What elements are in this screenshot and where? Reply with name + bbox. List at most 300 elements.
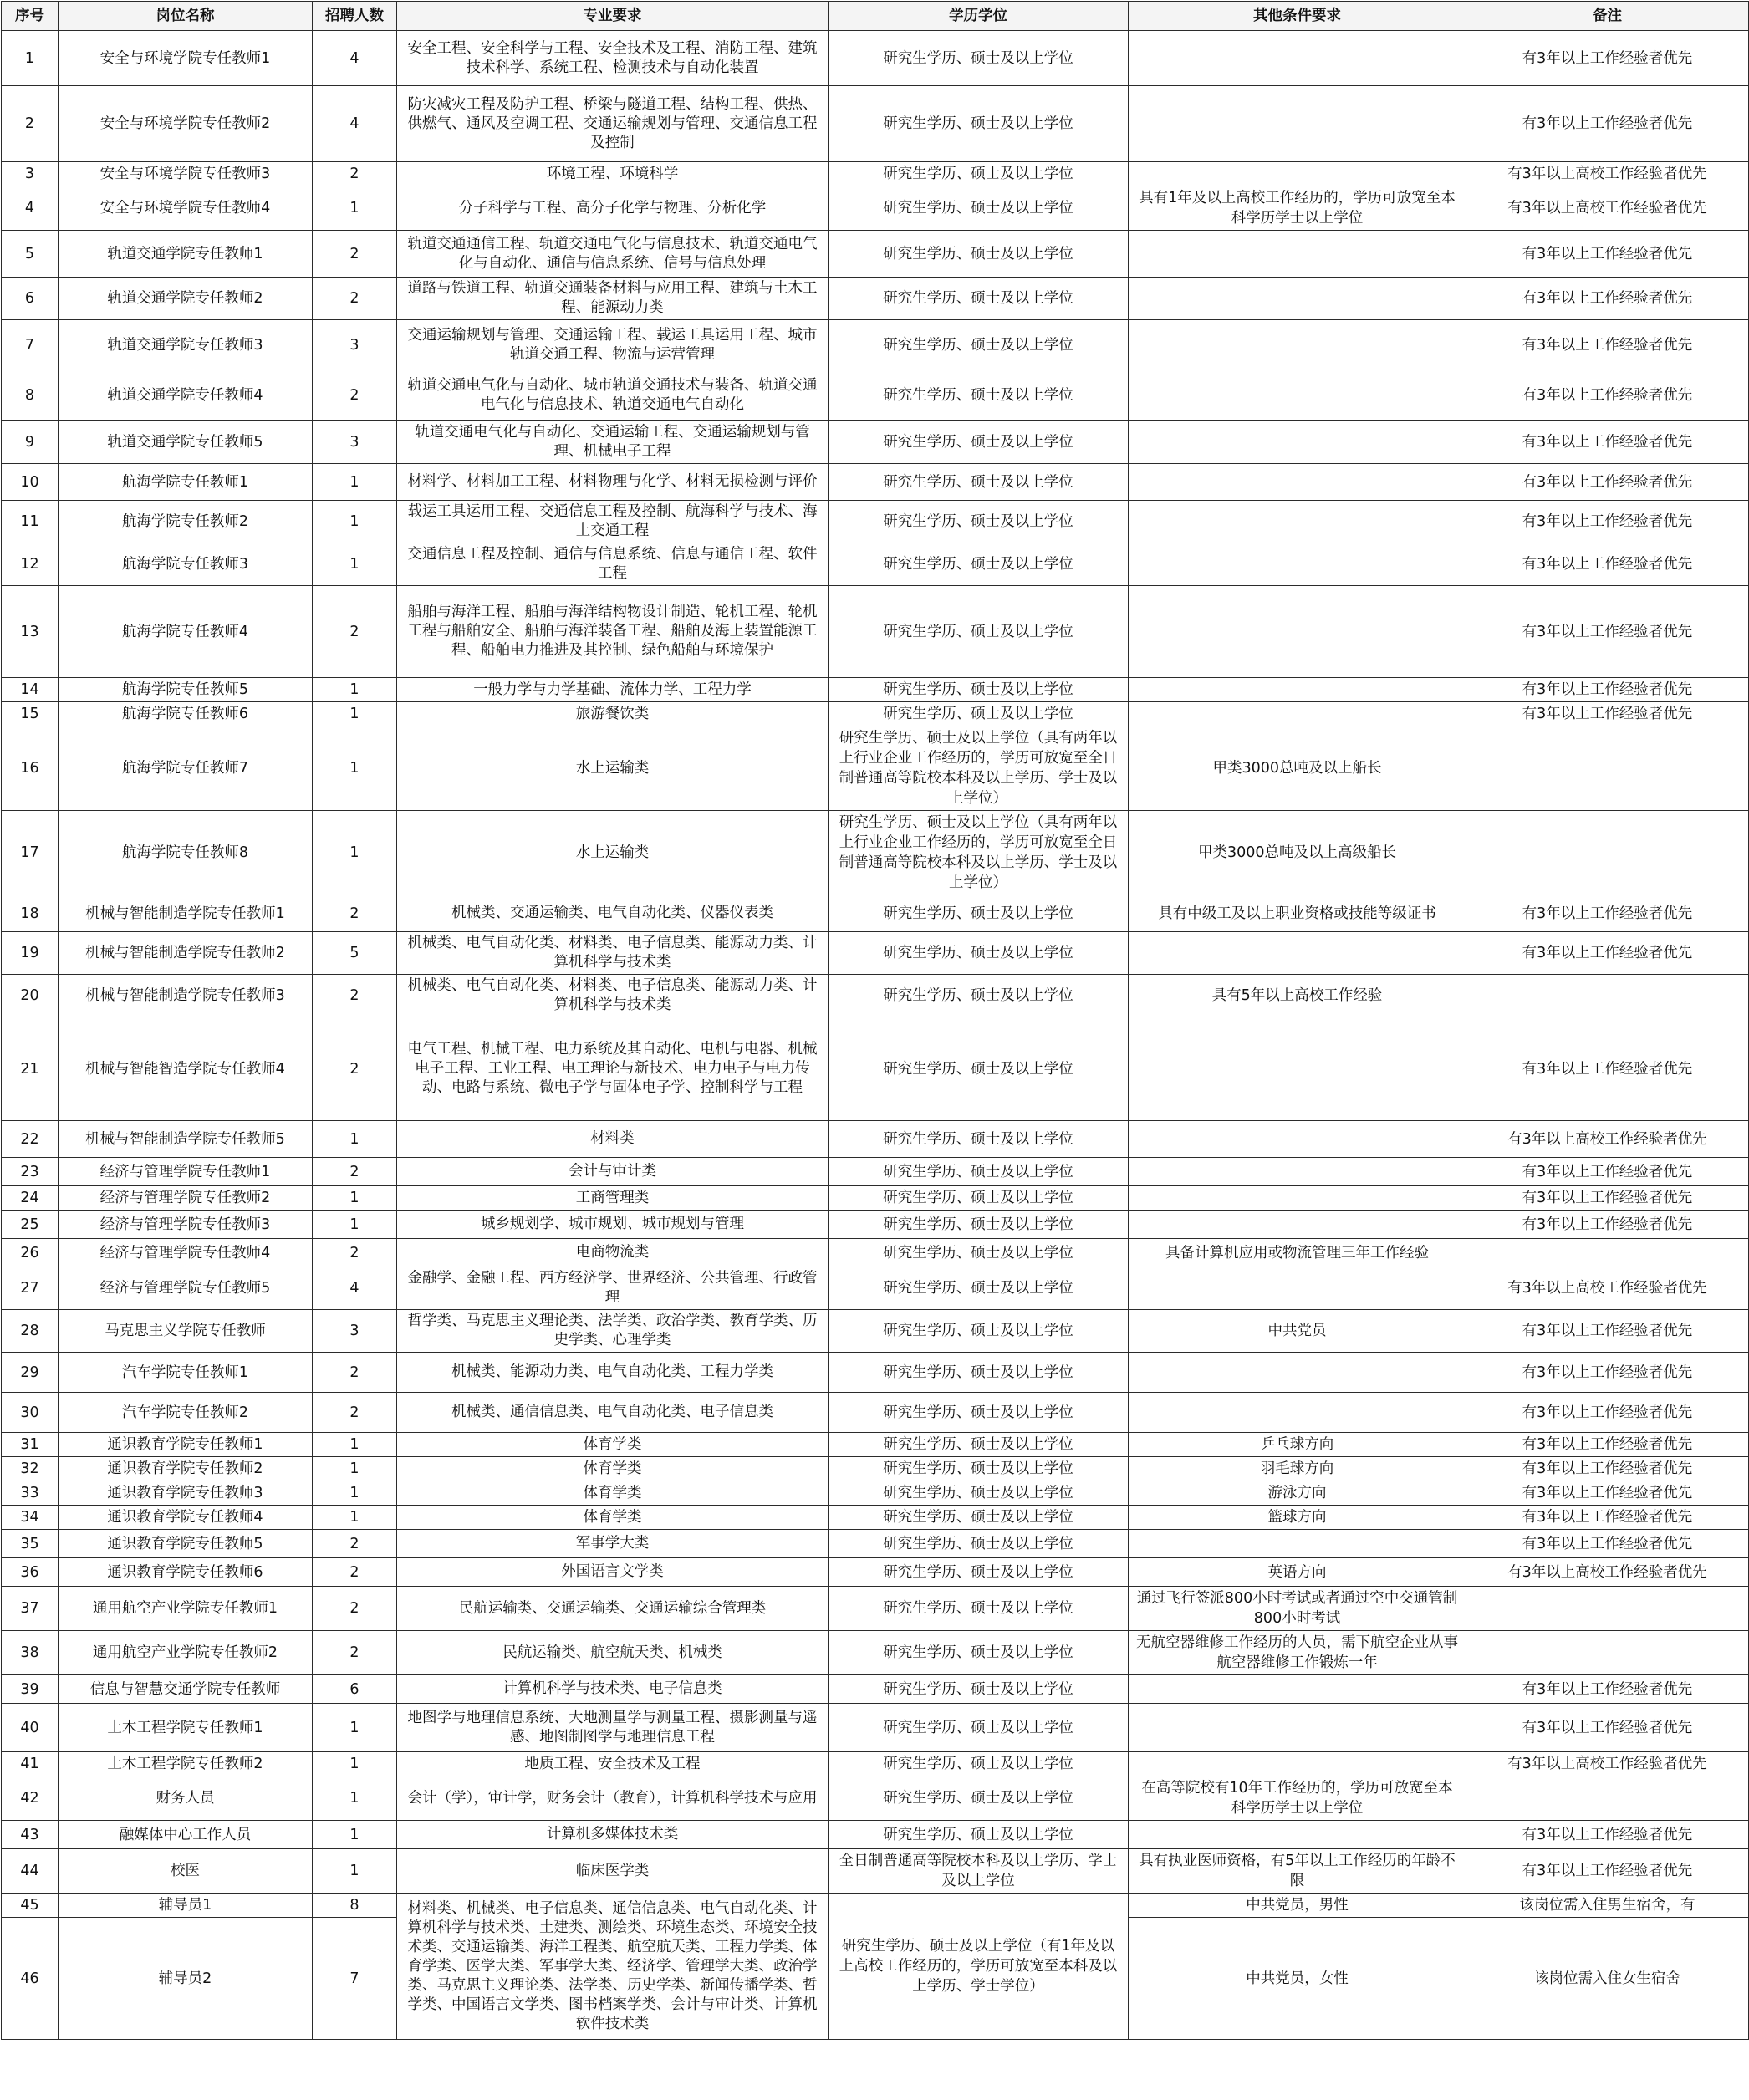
cell-degree: 研究生学历、硕士及以上学位 bbox=[829, 1631, 1129, 1675]
cell-index: 19 bbox=[2, 932, 59, 975]
cell-position: 融媒体中心工作人员 bbox=[59, 1821, 313, 1849]
cell-position: 通用航空产业学院专任教师1 bbox=[59, 1587, 313, 1631]
header-major: 专业要求 bbox=[397, 2, 829, 31]
table-row bbox=[2, 370, 1749, 421]
cell-major: 环境工程、环境科学 bbox=[397, 162, 829, 186]
cell-major: 机械类、交通运输类、电气自动化类、仪器仪表类 bbox=[397, 895, 829, 932]
cell-index: 23 bbox=[2, 1158, 59, 1186]
cell-count: 3 bbox=[313, 1310, 397, 1353]
cell-index: 46 bbox=[2, 1918, 59, 2040]
cell-major: 分子科学与工程、高分子化学与物理、分析化学 bbox=[397, 186, 829, 231]
cell-conditions bbox=[1129, 678, 1466, 702]
cell-major: 体育学类 bbox=[397, 1506, 829, 1530]
table-row bbox=[2, 1121, 1749, 1158]
cell-major: 机械类、通信信息类、电气自动化类、电子信息类 bbox=[397, 1393, 829, 1433]
cell-conditions: 英语方向 bbox=[1129, 1558, 1466, 1587]
table-row bbox=[2, 678, 1749, 702]
cell-index: 11 bbox=[2, 501, 59, 543]
table-row bbox=[2, 811, 1749, 895]
table-row bbox=[2, 1158, 1749, 1186]
cell-index: 42 bbox=[2, 1776, 59, 1821]
header-degree: 学历学位 bbox=[829, 2, 1129, 31]
cell-major: 外国语言文学类 bbox=[397, 1558, 829, 1587]
cell-degree: 研究生学历、硕士及以上学位（有1年及以上高校工作经历的，学历可放宽至本科及以上学历、学士学位） bbox=[829, 1894, 1129, 2040]
cell-notes: 有3年以上工作经验者优先 bbox=[1466, 932, 1749, 975]
cell-count: 2 bbox=[313, 1353, 397, 1393]
cell-count: 2 bbox=[313, 231, 397, 278]
cell-degree: 研究生学历、硕士及以上学位 bbox=[829, 1353, 1129, 1393]
cell-position: 通识教育学院专任教师6 bbox=[59, 1558, 313, 1587]
cell-conditions bbox=[1129, 1211, 1466, 1239]
cell-notes bbox=[1466, 1631, 1749, 1675]
cell-notes: 有3年以上工作经验者优先 bbox=[1466, 1353, 1749, 1393]
cell-major: 材料学、材料加工工程、材料物理与化学、材料无损检测与评价 bbox=[397, 464, 829, 501]
cell-major: 水上运输类 bbox=[397, 811, 829, 895]
recruitment-table bbox=[1, 1, 1749, 2040]
cell-notes: 有3年以上工作经验者优先 bbox=[1466, 278, 1749, 320]
cell-index: 10 bbox=[2, 464, 59, 501]
cell-count: 1 bbox=[313, 1506, 397, 1530]
cell-count: 5 bbox=[313, 932, 397, 975]
cell-count: 2 bbox=[313, 895, 397, 932]
cell-count: 1 bbox=[313, 678, 397, 702]
cell-conditions: 篮球方向 bbox=[1129, 1506, 1466, 1530]
cell-count: 2 bbox=[313, 1158, 397, 1186]
cell-notes: 有3年以上工作经验者优先 bbox=[1466, 895, 1749, 932]
table-row bbox=[2, 1211, 1749, 1239]
table-row bbox=[2, 186, 1749, 231]
cell-position: 机械与智能制造学院专任教师1 bbox=[59, 895, 313, 932]
cell-position: 通识教育学院专任教师4 bbox=[59, 1506, 313, 1530]
cell-degree: 研究生学历、硕士及以上学位 bbox=[829, 1310, 1129, 1353]
table-row bbox=[2, 1267, 1749, 1310]
cell-major: 电气工程、机械工程、电力系统及其自动化、电机与电器、机械电子工程、工业工程、电工理论与新技术、电力电子与电力传动、电路与系统、微电子学与固体电子学、控制科学与工程 bbox=[397, 1017, 829, 1121]
cell-position: 经济与管理学院专任教师4 bbox=[59, 1239, 313, 1267]
cell-notes: 有3年以上工作经验者优先 bbox=[1466, 31, 1749, 86]
cell-degree: 研究生学历、硕士及以上学位 bbox=[829, 501, 1129, 543]
cell-position: 机械与智能智造学院专任教师4 bbox=[59, 1017, 313, 1121]
cell-count: 1 bbox=[313, 464, 397, 501]
cell-notes bbox=[1466, 811, 1749, 895]
table-row bbox=[2, 1457, 1749, 1481]
table-row bbox=[2, 1704, 1749, 1752]
cell-degree: 研究生学历、硕士及以上学位 bbox=[829, 1121, 1129, 1158]
cell-index: 20 bbox=[2, 975, 59, 1017]
cell-count: 2 bbox=[313, 278, 397, 320]
cell-position: 轨道交通学院专任教师1 bbox=[59, 231, 313, 278]
cell-notes: 有3年以上工作经验者优先 bbox=[1466, 501, 1749, 543]
cell-degree: 研究生学历、硕士及以上学位 bbox=[829, 1239, 1129, 1267]
table-row bbox=[2, 278, 1749, 320]
cell-count: 1 bbox=[313, 1211, 397, 1239]
cell-count: 2 bbox=[313, 1587, 397, 1631]
cell-degree: 研究生学历、硕士及以上学位（具有两年以上行业企业工作经历的，学历可放宽至全日制普通高等院校本科及以上学历、学士及以上学位） bbox=[829, 726, 1129, 811]
cell-degree: 研究生学历、硕士及以上学位 bbox=[829, 370, 1129, 421]
cell-degree: 研究生学历、硕士及以上学位 bbox=[829, 1158, 1129, 1186]
cell-degree: 研究生学历、硕士及以上学位 bbox=[829, 975, 1129, 1017]
cell-position: 航海学院专任教师2 bbox=[59, 501, 313, 543]
cell-degree: 研究生学历、硕士及以上学位 bbox=[829, 1393, 1129, 1433]
cell-major: 水上运输类 bbox=[397, 726, 829, 811]
cell-position: 马克思主义学院专任教师 bbox=[59, 1310, 313, 1353]
cell-index: 1 bbox=[2, 31, 59, 86]
table-row bbox=[2, 932, 1749, 975]
cell-notes: 有3年以上高校工作经验者优先 bbox=[1466, 1558, 1749, 1587]
cell-conditions: 中共党员 bbox=[1129, 1310, 1466, 1353]
cell-count: 1 bbox=[313, 1752, 397, 1776]
table-row bbox=[2, 1530, 1749, 1558]
header-notes: 备注 bbox=[1466, 2, 1749, 31]
cell-position: 经济与管理学院专任教师2 bbox=[59, 1186, 313, 1211]
cell-position: 机械与智能制造学院专任教师5 bbox=[59, 1121, 313, 1158]
cell-count: 8 bbox=[313, 1894, 397, 1918]
cell-conditions: 具有1年及以上高校工作经历的，学历可放宽至本科学历学士以上学位 bbox=[1129, 186, 1466, 231]
table-row bbox=[2, 1776, 1749, 1821]
cell-index: 25 bbox=[2, 1211, 59, 1239]
cell-major: 轨道交通通信工程、轨道交通电气化与信息技术、轨道交通电气化与自动化、通信与信息系统、信号与信息处理 bbox=[397, 231, 829, 278]
cell-index: 9 bbox=[2, 421, 59, 464]
cell-notes: 该岗位需入住男生宿舍，有 bbox=[1466, 1894, 1749, 1918]
cell-count: 1 bbox=[313, 726, 397, 811]
cell-count: 2 bbox=[313, 1631, 397, 1675]
cell-position: 安全与环境学院专任教师4 bbox=[59, 186, 313, 231]
cell-major: 材料类 bbox=[397, 1121, 829, 1158]
cell-notes bbox=[1466, 1776, 1749, 1821]
cell-index: 3 bbox=[2, 162, 59, 186]
cell-notes: 有3年以上工作经验者优先 bbox=[1466, 1017, 1749, 1121]
cell-index: 18 bbox=[2, 895, 59, 932]
cell-position: 通识教育学院专任教师1 bbox=[59, 1433, 313, 1457]
cell-degree: 研究生学历、硕士及以上学位 bbox=[829, 1017, 1129, 1121]
cell-index: 41 bbox=[2, 1752, 59, 1776]
cell-count: 1 bbox=[313, 1776, 397, 1821]
cell-index: 27 bbox=[2, 1267, 59, 1310]
cell-major: 体育学类 bbox=[397, 1481, 829, 1506]
cell-count: 1 bbox=[313, 1186, 397, 1211]
cell-index: 8 bbox=[2, 370, 59, 421]
table-row bbox=[2, 1506, 1749, 1530]
cell-notes: 有3年以上工作经验者优先 bbox=[1466, 1481, 1749, 1506]
cell-count: 4 bbox=[313, 31, 397, 86]
table-row bbox=[2, 1894, 1749, 1918]
cell-count: 2 bbox=[313, 1393, 397, 1433]
cell-major: 民航运输类、交通运输类、交通运输综合管理类 bbox=[397, 1587, 829, 1631]
table-row bbox=[2, 1310, 1749, 1353]
cell-major: 安全工程、安全科学与工程、安全技术及工程、消防工程、建筑技术科学、系统工程、检测技术与自动化装置 bbox=[397, 31, 829, 86]
cell-degree: 研究生学历、硕士及以上学位 bbox=[829, 421, 1129, 464]
table-body bbox=[2, 31, 1749, 2040]
cell-degree: 研究生学历、硕士及以上学位 bbox=[829, 162, 1129, 186]
cell-position: 安全与环境学院专任教师2 bbox=[59, 86, 313, 162]
cell-degree: 研究生学历、硕士及以上学位 bbox=[829, 1186, 1129, 1211]
table-row bbox=[2, 895, 1749, 932]
cell-major: 机械类、电气自动化类、材料类、电子信息类、能源动力类、计算机科学与技术类 bbox=[397, 932, 829, 975]
table-row bbox=[2, 1675, 1749, 1704]
table-row bbox=[2, 86, 1749, 162]
cell-count: 2 bbox=[313, 370, 397, 421]
cell-index: 29 bbox=[2, 1353, 59, 1393]
table-row bbox=[2, 231, 1749, 278]
cell-degree: 研究生学历、硕士及以上学位 bbox=[829, 1457, 1129, 1481]
cell-conditions: 具备计算机应用或物流管理三年工作经验 bbox=[1129, 1239, 1466, 1267]
table-row bbox=[2, 162, 1749, 186]
cell-degree: 研究生学历、硕士及以上学位 bbox=[829, 1821, 1129, 1849]
table-row bbox=[2, 543, 1749, 586]
cell-position: 辅导员1 bbox=[59, 1894, 313, 1918]
cell-degree: 研究生学历、硕士及以上学位 bbox=[829, 1211, 1129, 1239]
cell-major: 金融学、金融工程、西方经济学、世界经济、公共管理、行政管理 bbox=[397, 1267, 829, 1310]
cell-index: 13 bbox=[2, 586, 59, 678]
cell-count: 1 bbox=[313, 1481, 397, 1506]
cell-conditions bbox=[1129, 1017, 1466, 1121]
cell-notes: 有3年以上工作经验者优先 bbox=[1466, 586, 1749, 678]
cell-degree: 研究生学历、硕士及以上学位 bbox=[829, 1506, 1129, 1530]
cell-count: 3 bbox=[313, 421, 397, 464]
cell-count: 2 bbox=[313, 975, 397, 1017]
cell-count: 2 bbox=[313, 1558, 397, 1587]
cell-major: 机械类、能源动力类、电气自动化类、工程力学类 bbox=[397, 1353, 829, 1393]
cell-position: 轨道交通学院专任教师2 bbox=[59, 278, 313, 320]
cell-degree: 研究生学历、硕士及以上学位 bbox=[829, 1433, 1129, 1457]
cell-conditions bbox=[1129, 31, 1466, 86]
cell-count: 1 bbox=[313, 1433, 397, 1457]
cell-notes: 有3年以上工作经验者优先 bbox=[1466, 1310, 1749, 1353]
cell-conditions bbox=[1129, 932, 1466, 975]
cell-conditions bbox=[1129, 501, 1466, 543]
cell-degree: 研究生学历、硕士及以上学位 bbox=[829, 1267, 1129, 1310]
cell-index: 16 bbox=[2, 726, 59, 811]
cell-index: 32 bbox=[2, 1457, 59, 1481]
cell-degree: 研究生学历、硕士及以上学位 bbox=[829, 1704, 1129, 1752]
cell-count: 2 bbox=[313, 1017, 397, 1121]
cell-conditions bbox=[1129, 1675, 1466, 1704]
cell-conditions bbox=[1129, 702, 1466, 726]
cell-conditions bbox=[1129, 1121, 1466, 1158]
cell-major: 军事学大类 bbox=[397, 1530, 829, 1558]
table-row bbox=[2, 320, 1749, 370]
table-header-row bbox=[2, 2, 1749, 31]
cell-count: 7 bbox=[313, 1918, 397, 2040]
table-row bbox=[2, 1239, 1749, 1267]
cell-conditions: 中共党员，女性 bbox=[1129, 1918, 1466, 2040]
cell-major: 会计与审计类 bbox=[397, 1158, 829, 1186]
cell-major: 一般力学与力学基础、流体力学、工程力学 bbox=[397, 678, 829, 702]
cell-conditions bbox=[1129, 86, 1466, 162]
cell-index: 37 bbox=[2, 1587, 59, 1631]
cell-index: 36 bbox=[2, 1558, 59, 1587]
cell-position: 航海学院专任教师6 bbox=[59, 702, 313, 726]
cell-count: 1 bbox=[313, 1849, 397, 1894]
cell-notes: 有3年以上工作经验者优先 bbox=[1466, 1704, 1749, 1752]
cell-count: 2 bbox=[313, 1530, 397, 1558]
cell-major: 机械类、电气自动化类、材料类、电子信息类、能源动力类、计算机科学与技术类 bbox=[397, 975, 829, 1017]
cell-degree: 研究生学历、硕士及以上学位 bbox=[829, 1675, 1129, 1704]
cell-notes: 有3年以上工作经验者优先 bbox=[1466, 678, 1749, 702]
cell-conditions bbox=[1129, 586, 1466, 678]
cell-major: 体育学类 bbox=[397, 1433, 829, 1457]
cell-count: 1 bbox=[313, 1121, 397, 1158]
cell-position: 安全与环境学院专任教师3 bbox=[59, 162, 313, 186]
cell-position: 校医 bbox=[59, 1849, 313, 1894]
cell-index: 35 bbox=[2, 1530, 59, 1558]
cell-major: 道路与铁道工程、轨道交通装备材料与应用工程、建筑与土木工程、能源动力类 bbox=[397, 278, 829, 320]
cell-notes: 有3年以上工作经验者优先 bbox=[1466, 421, 1749, 464]
cell-conditions bbox=[1129, 370, 1466, 421]
cell-degree: 研究生学历、硕士及以上学位 bbox=[829, 1558, 1129, 1587]
cell-major: 防灾减灾工程及防护工程、桥梁与隧道工程、结构工程、供热、供燃气、通风及空调工程、交通运输规划与管理、交通信息工程及控制 bbox=[397, 86, 829, 162]
cell-conditions bbox=[1129, 1393, 1466, 1433]
table-row bbox=[2, 1631, 1749, 1675]
cell-index: 45 bbox=[2, 1894, 59, 1918]
cell-major: 工商管理类 bbox=[397, 1186, 829, 1211]
cell-index: 26 bbox=[2, 1239, 59, 1267]
cell-major: 轨道交通电气化与自动化、城市轨道交通技术与装备、轨道交通电气化与信息技术、轨道交通电气自动化 bbox=[397, 370, 829, 421]
cell-notes: 有3年以上工作经验者优先 bbox=[1466, 86, 1749, 162]
cell-notes: 有3年以上工作经验者优先 bbox=[1466, 543, 1749, 586]
table-row bbox=[2, 501, 1749, 543]
cell-degree: 全日制普通高等院校本科及以上学历、学士及以上学位 bbox=[829, 1849, 1129, 1894]
cell-major: 载运工具运用工程、交通信息工程及控制、航海科学与技术、海上交通工程 bbox=[397, 501, 829, 543]
cell-degree: 研究生学历、硕士及以上学位 bbox=[829, 1530, 1129, 1558]
cell-conditions bbox=[1129, 1530, 1466, 1558]
cell-position: 机械与智能制造学院专任教师2 bbox=[59, 932, 313, 975]
cell-degree: 研究生学历、硕士及以上学位（具有两年以上行业企业工作经历的，学历可放宽至全日制普通高等院校本科及以上学历、学士及以上学位） bbox=[829, 811, 1129, 895]
cell-count: 2 bbox=[313, 586, 397, 678]
cell-conditions bbox=[1129, 1821, 1466, 1849]
cell-major: 哲学类、马克思主义理论类、法学类、政治学类、教育学类、历史学类、心理学类 bbox=[397, 1310, 829, 1353]
cell-index: 7 bbox=[2, 320, 59, 370]
cell-major: 城乡规划学、城市规划、城市规划与管理 bbox=[397, 1211, 829, 1239]
cell-major: 轨道交通电气化与自动化、交通运输工程、交通运输规划与管理、机械电子工程 bbox=[397, 421, 829, 464]
cell-position: 通识教育学院专任教师5 bbox=[59, 1530, 313, 1558]
cell-position: 经济与管理学院专任教师1 bbox=[59, 1158, 313, 1186]
cell-notes: 有3年以上工作经验者优先 bbox=[1466, 1675, 1749, 1704]
table-row bbox=[2, 421, 1749, 464]
cell-major: 交通运输规划与管理、交通运输工程、载运工具运用工程、城市轨道交通工程、物流与运营管理 bbox=[397, 320, 829, 370]
table-row bbox=[2, 975, 1749, 1017]
cell-conditions bbox=[1129, 1353, 1466, 1393]
table-row bbox=[2, 1821, 1749, 1849]
table-row bbox=[2, 1752, 1749, 1776]
cell-count: 1 bbox=[313, 543, 397, 586]
table-row bbox=[2, 1587, 1749, 1631]
cell-conditions bbox=[1129, 1186, 1466, 1211]
cell-position: 轨道交通学院专任教师5 bbox=[59, 421, 313, 464]
cell-degree: 研究生学历、硕士及以上学位 bbox=[829, 186, 1129, 231]
cell-notes: 有3年以上工作经验者优先 bbox=[1466, 1186, 1749, 1211]
cell-count: 2 bbox=[313, 1239, 397, 1267]
cell-notes: 有3年以上工作经验者优先 bbox=[1466, 1849, 1749, 1894]
cell-index: 43 bbox=[2, 1821, 59, 1849]
table-row bbox=[2, 464, 1749, 501]
cell-conditions: 游泳方向 bbox=[1129, 1481, 1466, 1506]
cell-notes bbox=[1466, 1239, 1749, 1267]
table-row bbox=[2, 1433, 1749, 1457]
cell-position: 航海学院专任教师7 bbox=[59, 726, 313, 811]
cell-notes: 有3年以上工作经验者优先 bbox=[1466, 702, 1749, 726]
cell-degree: 研究生学历、硕士及以上学位 bbox=[829, 586, 1129, 678]
cell-conditions: 甲类3000总吨及以上船长 bbox=[1129, 726, 1466, 811]
cell-index: 12 bbox=[2, 543, 59, 586]
table-row bbox=[2, 1558, 1749, 1587]
cell-major: 会计（学），审计学，财务会计（教育），计算机科学技术与应用 bbox=[397, 1776, 829, 1821]
cell-notes: 有3年以上工作经验者优先 bbox=[1466, 1821, 1749, 1849]
table-row bbox=[2, 702, 1749, 726]
cell-notes: 有3年以上工作经验者优先 bbox=[1466, 1393, 1749, 1433]
cell-conditions bbox=[1129, 162, 1466, 186]
cell-position: 通识教育学院专任教师3 bbox=[59, 1481, 313, 1506]
cell-degree: 研究生学历、硕士及以上学位 bbox=[829, 678, 1129, 702]
cell-conditions: 具有5年以上高校工作经验 bbox=[1129, 975, 1466, 1017]
cell-notes: 有3年以上高校工作经验者优先 bbox=[1466, 1752, 1749, 1776]
cell-index: 30 bbox=[2, 1393, 59, 1433]
cell-count: 1 bbox=[313, 1704, 397, 1752]
cell-position: 土木工程学院专任教师1 bbox=[59, 1704, 313, 1752]
cell-conditions bbox=[1129, 278, 1466, 320]
table-row bbox=[2, 1353, 1749, 1393]
cell-major: 交通信息工程及控制、通信与信息系统、信息与通信工程、软件工程 bbox=[397, 543, 829, 586]
cell-position: 汽车学院专任教师1 bbox=[59, 1353, 313, 1393]
cell-conditions bbox=[1129, 1158, 1466, 1186]
cell-conditions: 无航空器维修工作经历的人员，需下航空企业从事航空器维修工作锻炼一年 bbox=[1129, 1631, 1466, 1675]
cell-degree: 研究生学历、硕士及以上学位 bbox=[829, 932, 1129, 975]
cell-notes: 有3年以上高校工作经验者优先 bbox=[1466, 1267, 1749, 1310]
cell-position: 信息与智慧交通学院专任教师 bbox=[59, 1675, 313, 1704]
cell-index: 40 bbox=[2, 1704, 59, 1752]
cell-index: 6 bbox=[2, 278, 59, 320]
cell-index: 14 bbox=[2, 678, 59, 702]
cell-degree: 研究生学历、硕士及以上学位 bbox=[829, 231, 1129, 278]
cell-degree: 研究生学历、硕士及以上学位 bbox=[829, 320, 1129, 370]
table-row bbox=[2, 31, 1749, 86]
cell-major: 地图学与地理信息系统、大地测量学与测量工程、摄影测量与遥感、地图制图学与地理信息工程 bbox=[397, 1704, 829, 1752]
table-row bbox=[2, 1393, 1749, 1433]
cell-conditions bbox=[1129, 1267, 1466, 1310]
cell-major: 计算机科学与技术类、电子信息类 bbox=[397, 1675, 829, 1704]
cell-notes: 有3年以上工作经验者优先 bbox=[1466, 464, 1749, 501]
cell-degree: 研究生学历、硕士及以上学位 bbox=[829, 1752, 1129, 1776]
table-row bbox=[2, 1186, 1749, 1211]
cell-count: 1 bbox=[313, 1821, 397, 1849]
cell-notes: 有3年以上工作经验者优先 bbox=[1466, 320, 1749, 370]
cell-conditions bbox=[1129, 543, 1466, 586]
table-row bbox=[2, 726, 1749, 811]
cell-conditions: 乒乓球方向 bbox=[1129, 1433, 1466, 1457]
table-row bbox=[2, 1017, 1749, 1121]
cell-index: 31 bbox=[2, 1433, 59, 1457]
table-row bbox=[2, 1849, 1749, 1894]
cell-major: 电商物流类 bbox=[397, 1239, 829, 1267]
cell-notes: 有3年以上高校工作经验者优先 bbox=[1466, 1121, 1749, 1158]
cell-notes: 有3年以上工作经验者优先 bbox=[1466, 1158, 1749, 1186]
cell-count: 1 bbox=[313, 186, 397, 231]
cell-notes: 有3年以上高校工作经验者优先 bbox=[1466, 162, 1749, 186]
cell-conditions: 在高等院校有10年工作经历的，学历可放宽至本科学历学士以上学位 bbox=[1129, 1776, 1466, 1821]
cell-degree: 研究生学历、硕士及以上学位 bbox=[829, 1587, 1129, 1631]
cell-notes: 有3年以上高校工作经验者优先 bbox=[1466, 186, 1749, 231]
header-count: 招聘人数 bbox=[313, 2, 397, 31]
cell-count: 4 bbox=[313, 86, 397, 162]
cell-degree: 研究生学历、硕士及以上学位 bbox=[829, 1776, 1129, 1821]
cell-notes: 有3年以上工作经验者优先 bbox=[1466, 1433, 1749, 1457]
header-position: 岗位名称 bbox=[59, 2, 313, 31]
cell-position: 安全与环境学院专任教师1 bbox=[59, 31, 313, 86]
cell-index: 2 bbox=[2, 86, 59, 162]
cell-notes: 有3年以上工作经验者优先 bbox=[1466, 370, 1749, 421]
cell-notes: 有3年以上工作经验者优先 bbox=[1466, 1506, 1749, 1530]
cell-degree: 研究生学历、硕士及以上学位 bbox=[829, 31, 1129, 86]
cell-major: 民航运输类、航空航天类、机械类 bbox=[397, 1631, 829, 1675]
